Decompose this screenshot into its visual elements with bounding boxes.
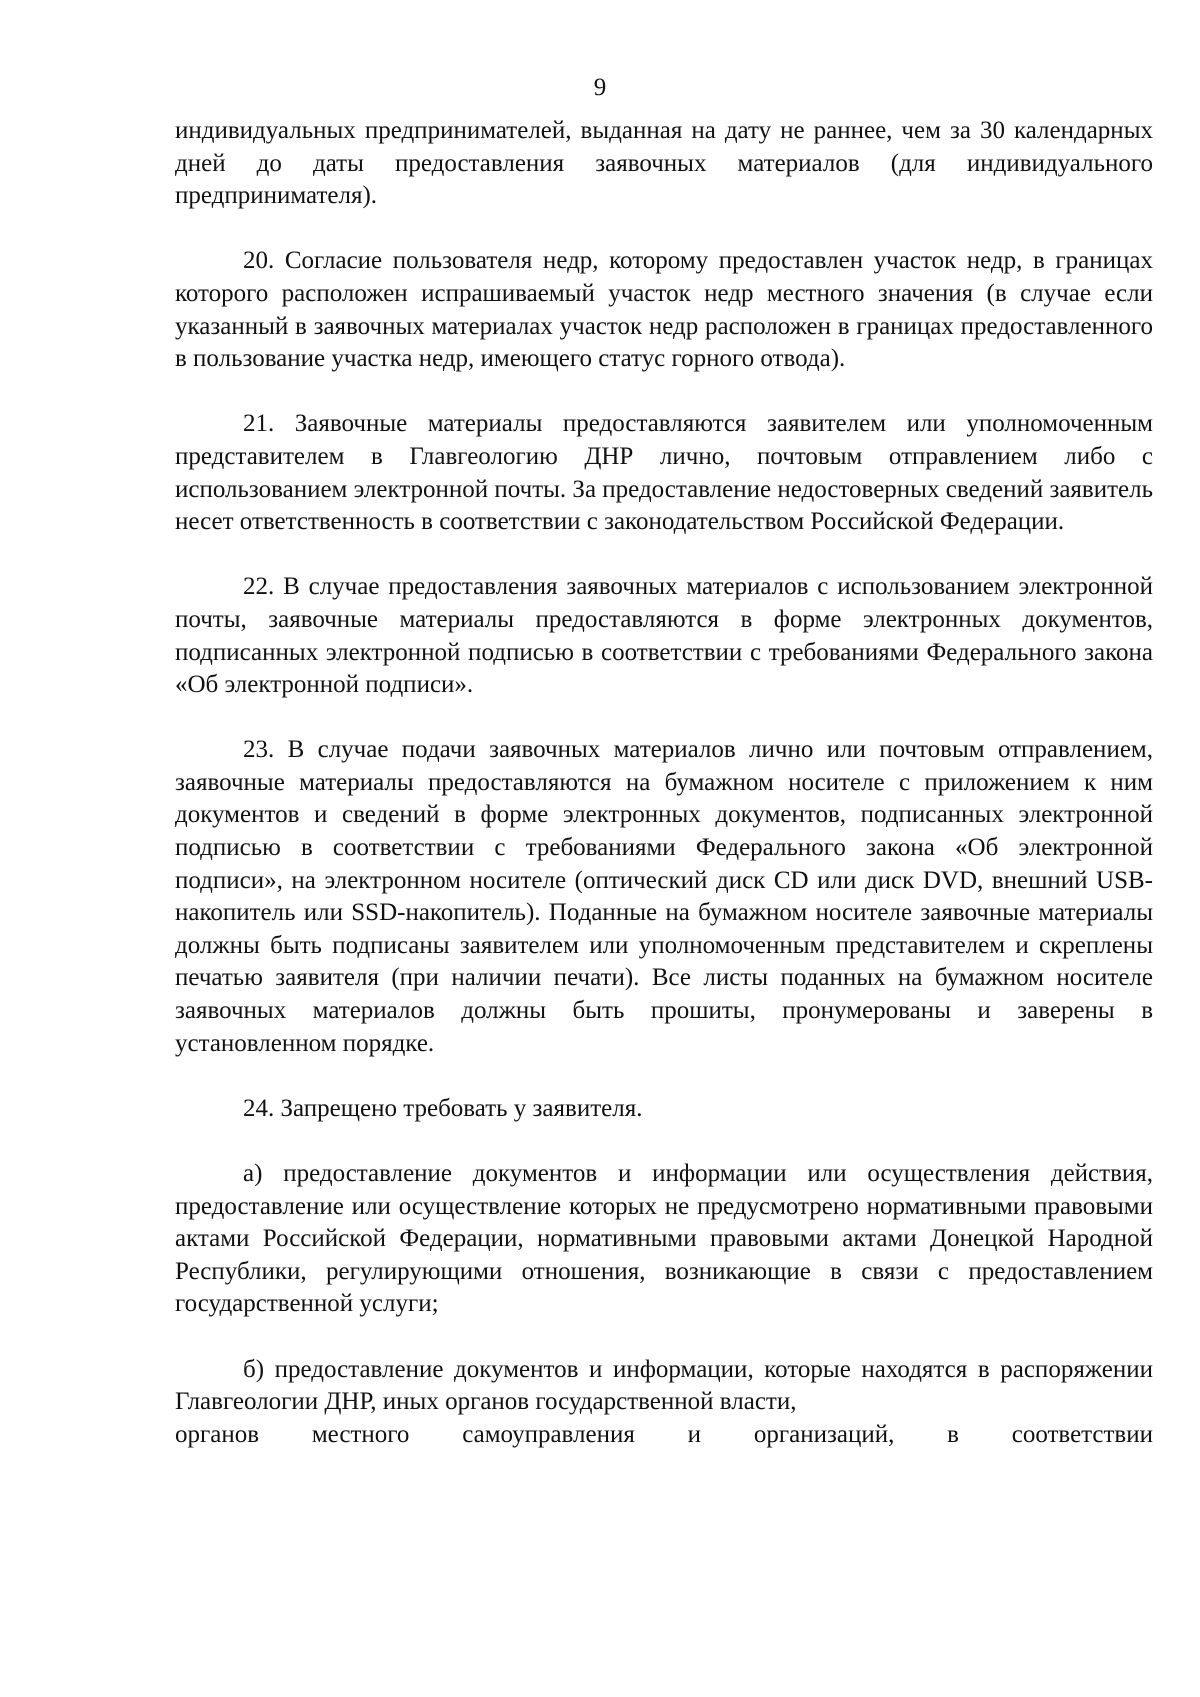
word: местного bbox=[311, 1420, 410, 1448]
paragraph-23: 23. В случае подачи заявочных материалов лично или почтовым отправлением, заявочные материалы предоставляются на бумажном носителе с приложением к ним документов и сведений в форме электронных документов, подписанных электронной подписью в соответствии с требованиями Федерального закона «Об электронной подписи», на электронном носителе (оптический диск CD или диск DVD, внешний USB-накопитель или SSD-накопитель). Поданные на бумажном носителе заявочные материалы должны быть подписаны заявителем или уполномоченным представителем и скреплены печатью заявителя (при наличии печати). Все листы поданных на бумажном носителе заявочных материалов должны быть прошиты, пронумерованы и заверены в установленном порядке. bbox=[175, 736, 1153, 1057]
word: организаций, bbox=[753, 1420, 895, 1448]
page-number: 9 bbox=[593, 74, 607, 101]
word: соответствии bbox=[1011, 1420, 1153, 1448]
document-body bbox=[175, 115, 1153, 1451]
paragraph-24-b: б) предоставление документов и информации, которые находятся в распоряжении Главгеологии ДНР, иных органов государственной власти, bbox=[175, 1355, 1153, 1416]
paragraph-24-a: а) предоставление документов и информации или осуществления действия, предоставление или осуществление которых не предусмотрено нормативными правовыми актами Российской Федерации, нормативными правовыми актами Донецкой Народной Республики, регулирующими отношения, возникающие в связи с предоставлением государственной услуги; bbox=[175, 1160, 1153, 1318]
paragraph-24: 24. Запрещено требовать у заявителя. bbox=[243, 1094, 643, 1122]
paragraph-21: 21. Заявочные материалы предоставляются заявителем или уполномоченным представителем в Главгеологию ДНР лично, почтовым отправлением либо с использованием электронной почты. За предоставление недостоверных сведений заявитель несет ответственность в соответствии с законодательством Российской Федерации. bbox=[175, 410, 1154, 536]
word: самоуправления bbox=[462, 1420, 635, 1448]
paragraph-20: 20. Согласие пользователя недр, которому предоставлен участок недр, в границах которого расположен испрашиваемый участок недр местного значения (в случае если указанный в заявочных материалах участок недр расположен в границах предоставленного в пользование участка недр, имеющего статус горного отвода). bbox=[175, 247, 1153, 373]
word: в bbox=[947, 1420, 959, 1448]
paragraph-24-b-last-line bbox=[175, 1419, 1153, 1452]
word: органов bbox=[175, 1420, 260, 1448]
paragraph-22: 22. В случае предоставления заявочных материалов с использованием электронной почты, заявочные материалы предоставляются в форме электронных документов, подписанных электронной подписью в соответствии с требованиями Федерального закона «Об электронной подписи». bbox=[175, 573, 1153, 699]
word: и bbox=[687, 1420, 702, 1448]
paragraph-continuation: индивидуальных предпринимателей, выданная на дату не раннее, чем за 30 календарных дней до даты предоставления заявочных материалов (для индивидуального предпринимателя). bbox=[175, 117, 1153, 210]
